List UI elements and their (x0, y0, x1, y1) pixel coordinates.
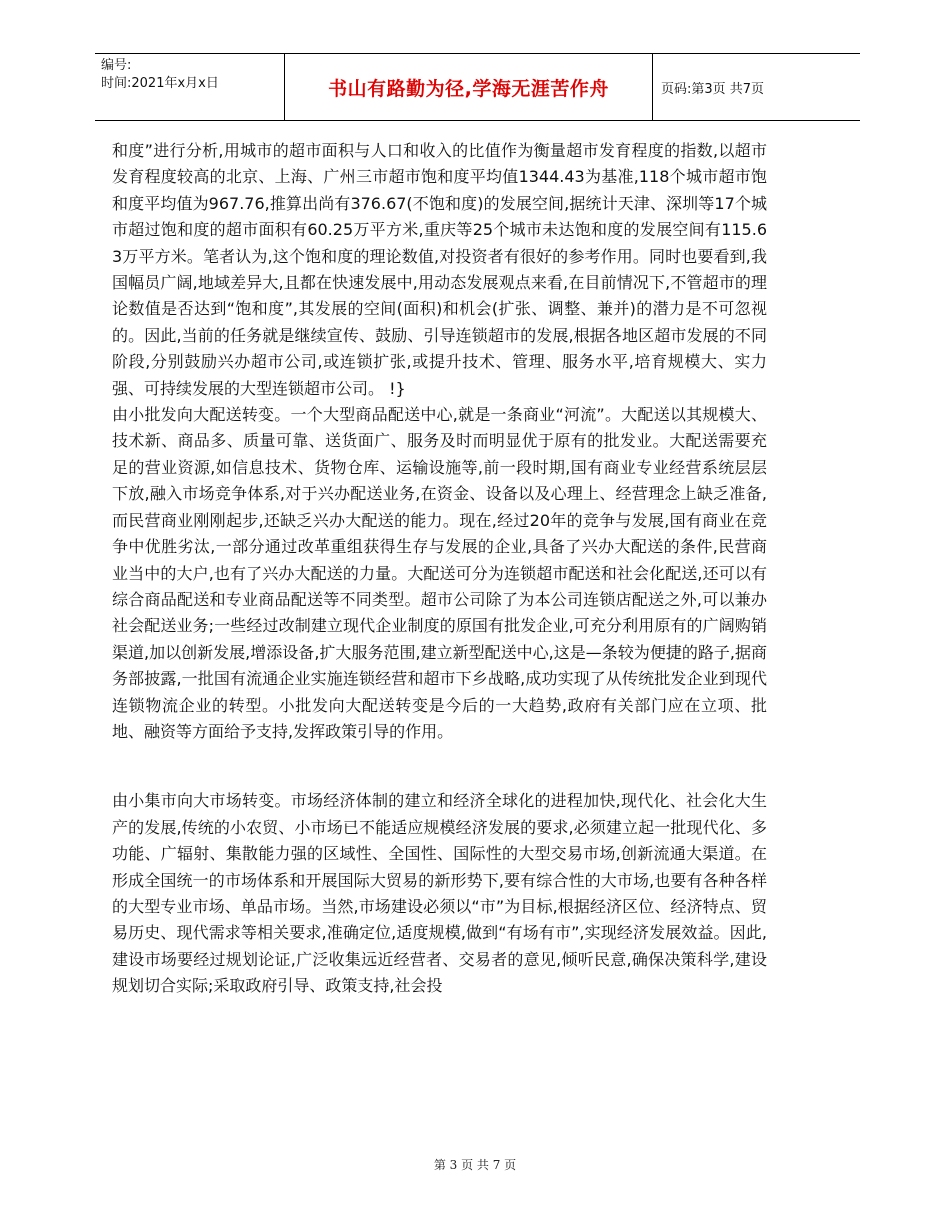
header-page-info: 页码:第3页 共7页 (661, 81, 765, 97)
header-motto: 书山有路勤为径,学海无涯苦作舟 (285, 54, 653, 120)
page-header (95, 53, 860, 121)
paragraph: 由小集市向大市场转变。市场经济体制的建立和经济全球化的进程加快,现代化、社会化大生产的发展,传统的小农贸、小市场已不能适应规模经济发展的要求,必须建立起一批现代化、多功能、广辐射、集散能力强的区域性、全国性、国际性的大型交易市场,创新流通大渠道。在形成全国统一的市场体系和开展国际大贸易的新形势下,要有综合性的大市场,也要有各种各样的大型专业市场、单品市场。当然,市场建设必须以“市”为目标,根据经济区位、经济特点、贸易历史、现代需求等相关要求,准确定位,适度规模,做到“有场有市”,实现经济发展效益。因此,建设市场要经过规划论证,广泛收集远近经营者、交易者的意见,倾听民意,确保决策科学,建设规划切合实际;采取政府引导、政策支持,社会投 (112, 791, 767, 996)
paragraph: 由小批发向大配送转变。一个大型商品配送中心,就是一条商业“河流”。大配送以其规模大、技术新、商品多、质量可靠、送货面广、服务及时而明显优于原有的批发业。大配送需要充足的营业资源,如信息技术、货物仓库、运输设施等,前一段时期,国有商业专业经营系统层层下放,融入市场竞争体系,对于兴办配送业务,在资金、设备以及心理上、经营理念上缺乏准备,而民营商业刚刚起步,还缺乏兴办大配送的能力。现在,经过20年的竞争与发展,国有商业在竞争中优胜劣汰,一部分通过改革重组获得生存与发展的企业,具备了兴办大配送的条件,民营商业当中的大户,也有了兴办大配送的力量。大配送可分为连锁超市配送和社会化配送,还可以有综合商品配送和专业商品配送等不同类型。超市公司除了为本公司连锁店配送之外,可以兼办社会配送业务;一些经过改制建立现代企业制度的原国有批发企业,可充分利用原有的广阔购销渠道,加以创新发展,增添设备,扩大服务范围,建立新型配送中心,这是—条较为便捷的路子,据商务部披露,一批国有流通企业实施连锁经营和超市下乡战略,成功实现了从传统批发企业到现代连锁物流企业的转型。小批发向大配送转变是今后的一大趋势,政府有关部门应在立项、批地、融资等方面给予支持,发挥政策引导的作用。 (112, 405, 767, 741)
page-footer: 第 3 页 共 7 页 (433, 1158, 517, 1172)
document-body (112, 138, 767, 1000)
document-time-label: 时间:2021年x月x日 (101, 76, 219, 91)
paragraph: 和度”进行分析,用城市的超市面积与人口和收入的比值作为衡量超市发育程度的指数,以超市发育程度较高的北京、上海、广州三市超市饱和度平均值1344.43为基准,118个城市超市饱和度平均值为967.76,推算出尚有376.67(不饱和度)的发展空间,据统计天津、深圳等17个城市超过饱和度的超市面积有60.25万平方米,重庆等25个城市未达饱和度的发展空间有115.63万平方米。笔者认为,这个饱和度的理论数值,对投资者有很好的参考作用。同时也要看到,我国幅员广阔,地域差异大,且都在快速发展中,用动态发展观点来看,在目前情况下,不管超市的理论数值是否达到“饱和度”,其发展的空间(面积)和机会(扩张、调整、兼并)的潜力是不可忽视的。因此,当前的任务就是继续宣传、鼓励、引导连锁超市的发展,根据各地区超市发展的不同阶段,分别鼓励兴办超市公司,或连锁扩张,或提升技术、管理、服务水平,培育规模大、实力强、可持续发展的大型连锁超市公司。 !} (112, 141, 767, 398)
document-number-label: 编号: (101, 58, 132, 73)
header-meta (95, 54, 285, 120)
